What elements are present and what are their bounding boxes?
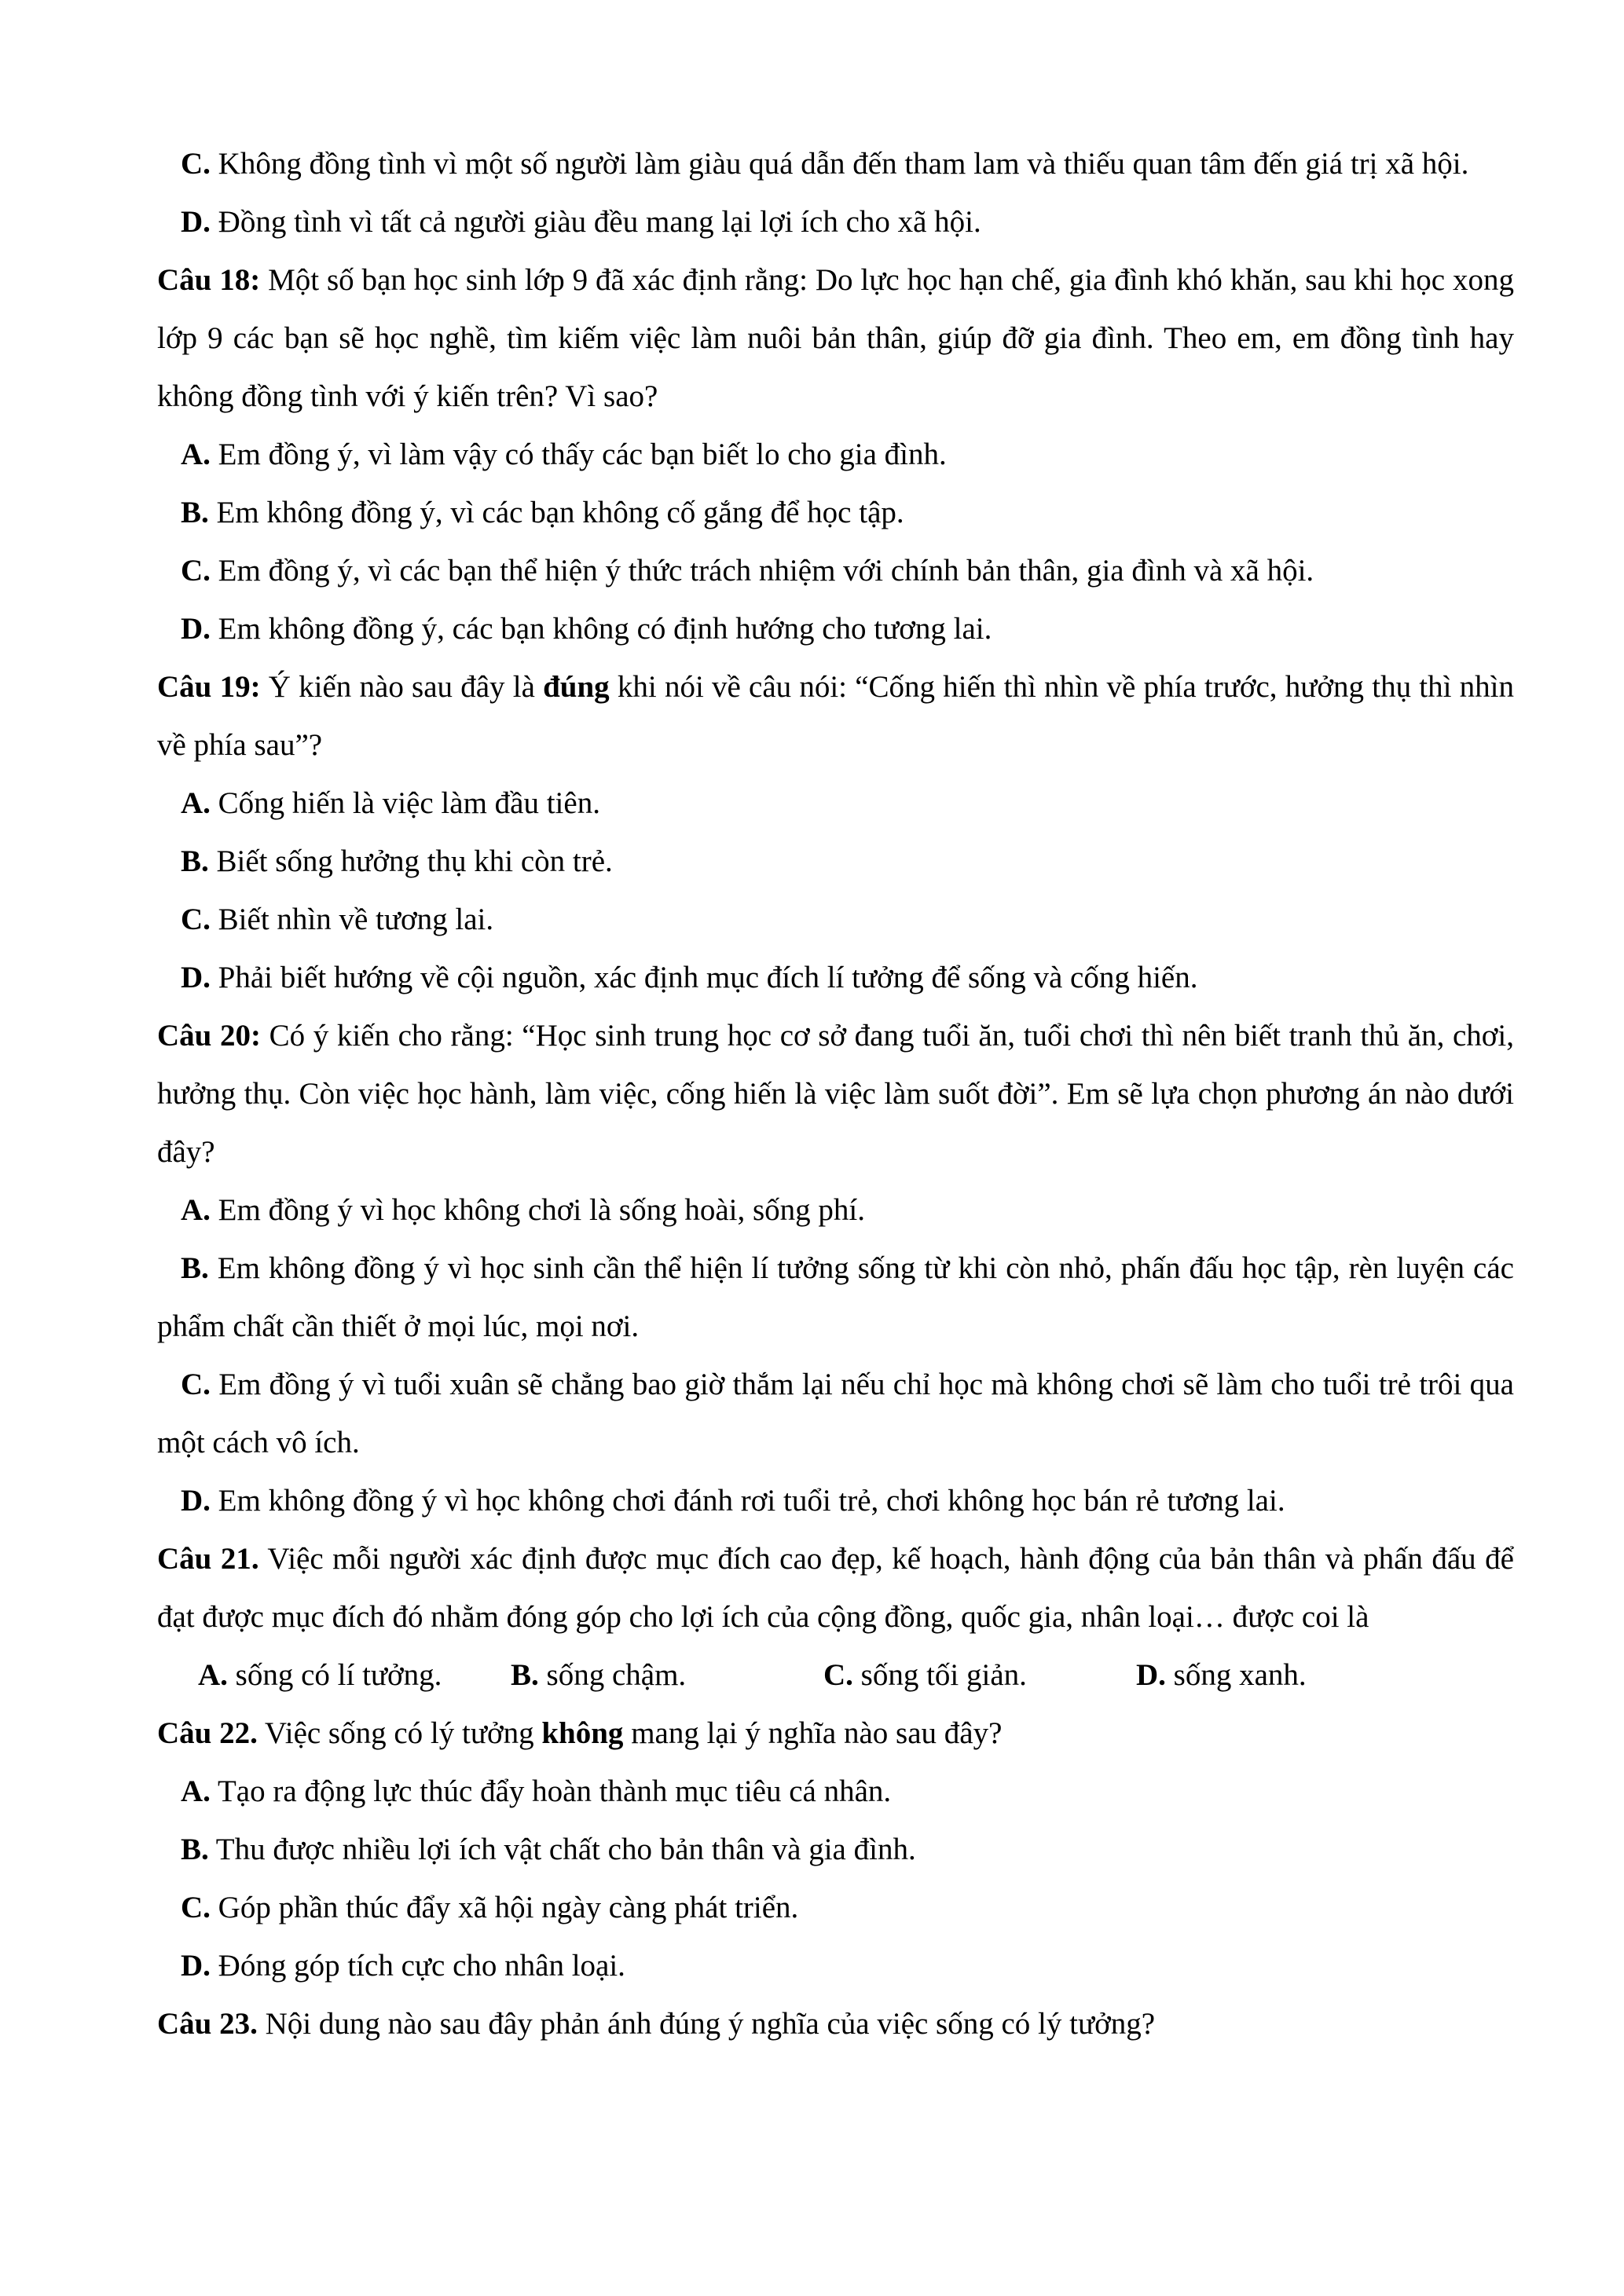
text-segment: Em không đồng ý, các bạn không có định hướng cho tương lai. xyxy=(210,612,992,646)
option-letter: C. xyxy=(823,1658,853,1692)
option-paragraph xyxy=(157,1240,1514,1356)
text-segment: khi nói về câu nói: “Cống hiến thì nhìn về phía trước, hưởng thụ thì nhìn về phía sau”? xyxy=(157,670,1515,762)
bold-text-segment: C. xyxy=(181,147,211,181)
document-body xyxy=(157,135,1514,2053)
text-segment: Em đồng ý, vì các bạn thể hiện ý thức trách nhiệm với chính bản thân, gia đình và xã hội. xyxy=(210,554,1314,588)
option-paragraph xyxy=(157,949,1514,1007)
answer-options-row xyxy=(157,1646,1514,1705)
option-paragraph xyxy=(157,833,1514,891)
option-paragraph xyxy=(157,1356,1514,1472)
text-segment: Biết nhìn về tương lai. xyxy=(210,903,494,936)
text-segment: Em không đồng ý, vì các bạn không cố gắng để học tập. xyxy=(208,496,904,529)
bold-text-segment: D. xyxy=(181,961,211,994)
option-paragraph xyxy=(157,1181,1514,1240)
text-segment: Nội dung nào sau đây phản ánh đúng ý nghĩa của việc sống có lý tưởng? xyxy=(257,2007,1156,2041)
bold-text-segment: Câu 23. xyxy=(157,2007,258,2041)
bold-text-segment: Câu 20: xyxy=(157,1019,261,1053)
bold-text-segment: A. xyxy=(181,1193,211,1227)
option-letter: B. xyxy=(511,1658,539,1692)
option-letter: A. xyxy=(198,1658,228,1692)
text-segment: Thu được nhiều lợi ích vật chất cho bản thân và gia đình. xyxy=(208,1833,916,1866)
bold-text-segment: D. xyxy=(181,1949,211,1983)
bold-text-segment: C. xyxy=(181,554,211,588)
option-paragraph xyxy=(157,426,1514,484)
option-paragraph xyxy=(157,1937,1514,1995)
option-paragraph xyxy=(157,193,1514,251)
option-paragraph xyxy=(157,1472,1514,1530)
bold-text-segment: C. xyxy=(181,1891,211,1924)
option-text: sống tối giản. xyxy=(852,1658,1027,1692)
text-segment: Em đồng ý vì học không chơi là sống hoài, sống phí. xyxy=(210,1193,865,1227)
option-letter: D. xyxy=(1136,1658,1166,1692)
text-segment: Phải biết hướng về cội nguồn, xác định mục đích lí tưởng để sống và cống hiến. xyxy=(210,961,1198,994)
bold-text-segment: D. xyxy=(181,1484,211,1518)
option-text: sống xanh. xyxy=(1165,1658,1307,1692)
text-segment: Em đồng ý vì tuổi xuân sẽ chẳng bao giờ thắm lại nếu chỉ học mà không chơi sẽ làm cho tuổi trẻ trôi qua một cách vô ích. xyxy=(157,1368,1514,1459)
bold-text-segment: không xyxy=(541,1716,624,1750)
bold-text-segment: C. xyxy=(181,903,211,936)
text-segment: Em không đồng ý vì học sinh cần thể hiện lí tưởng sống từ khi còn nhỏ, phấn đấu học tập, rèn luyện các phẩm chất cần thiết ở mọi lúc, mọi nơi. xyxy=(157,1251,1514,1343)
question-paragraph xyxy=(157,658,1514,774)
text-segment: Việc mỗi người xác định được mục đích cao đẹp, kế hoạch, hành động của bản thân và phấn đấu để đạt được mục đích đó nhằm đóng góp cho lợi ích của cộng đồng, quốc gia, nhân loại… được coi là xyxy=(157,1542,1514,1634)
bold-text-segment: B. xyxy=(181,1833,209,1866)
question-paragraph xyxy=(157,1007,1514,1181)
bold-text-segment: Câu 18: xyxy=(157,263,261,297)
answer-option xyxy=(1136,1646,1307,1705)
bold-text-segment: Câu 21. xyxy=(157,1542,259,1576)
text-segment: Không đồng tình vì một số người làm giàu quá dẫn đến tham lam và thiếu quan tâm đến giá trị xã hội. xyxy=(210,147,1469,181)
question-paragraph xyxy=(157,1530,1514,1646)
bold-text-segment: C. xyxy=(181,1368,211,1401)
bold-text-segment: A. xyxy=(181,438,211,471)
bold-text-segment: B. xyxy=(181,844,209,878)
option-text: sống chậm. xyxy=(538,1658,687,1692)
option-paragraph xyxy=(157,1879,1514,1937)
option-paragraph xyxy=(157,135,1514,193)
answer-option xyxy=(198,1646,511,1705)
answer-option xyxy=(511,1646,823,1705)
question-paragraph xyxy=(157,251,1514,426)
text-segment: Em đồng ý, vì làm vậy có thấy các bạn biết lo cho gia đình. xyxy=(210,438,947,471)
bold-text-segment: đúng xyxy=(543,670,610,704)
bold-text-segment: D. xyxy=(181,612,211,646)
text-segment: Đồng tình vì tất cả người giàu đều mang lại lợi ích cho xã hội. xyxy=(210,205,981,239)
option-paragraph xyxy=(157,891,1514,949)
option-paragraph xyxy=(157,774,1514,833)
option-paragraph xyxy=(157,600,1514,658)
bold-text-segment: A. xyxy=(181,786,211,820)
bold-text-segment: D. xyxy=(181,205,211,239)
option-paragraph xyxy=(157,542,1514,600)
text-segment: Việc sống có lý tưởng xyxy=(257,1716,542,1750)
text-segment: Có ý kiến cho rằng: “Học sinh trung học cơ sở đang tuổi ăn, tuổi chơi thì nên biết tranh thủ ăn, chơi, hưởng thụ. Còn việc học hành, làm việc, cống hiến là việc làm suốt đời”. Em sẽ lựa chọn phương án nào dưới đây? xyxy=(157,1019,1514,1169)
text-segment: Biết sống hưởng thụ khi còn trẻ. xyxy=(208,844,613,878)
option-text: sống có lí tưởng. xyxy=(227,1658,442,1692)
option-paragraph xyxy=(157,1821,1514,1879)
bold-text-segment: Câu 19: xyxy=(157,670,261,704)
text-segment: Em không đồng ý vì học không chơi đánh rơi tuổi trẻ, chơi không học bán rẻ tương lai. xyxy=(210,1484,1285,1518)
option-paragraph xyxy=(157,484,1514,542)
bold-text-segment: Câu 22. xyxy=(157,1716,258,1750)
bold-text-segment: A. xyxy=(181,1774,211,1808)
text-segment: Góp phần thúc đẩy xã hội ngày càng phát triển. xyxy=(210,1891,799,1924)
text-segment: Cống hiến là việc làm đầu tiên. xyxy=(210,786,600,820)
text-segment: Một số bạn học sinh lớp 9 đã xác định rằng: Do lực học hạn chế, gia đình khó khăn, sau khi học xong lớp 9 các bạn sẽ học nghề, tìm kiếm việc làm nuôi bản thân, giúp đỡ gia đình. Theo em, em đồng tình hay không đồng tình với ý kiến trên? Vì sao? xyxy=(157,263,1514,413)
text-segment: Tạo ra động lực thúc đẩy hoàn thành mục tiêu cá nhân. xyxy=(210,1774,892,1808)
question-paragraph xyxy=(157,1995,1514,2053)
bold-text-segment: B. xyxy=(181,496,209,529)
text-segment: Đóng góp tích cực cho nhân loại. xyxy=(210,1949,625,1983)
option-paragraph xyxy=(157,1763,1514,1821)
text-segment: mang lại ý nghĩa nào sau đây? xyxy=(623,1716,1003,1750)
text-segment: Ý kiến nào sau đây là xyxy=(260,670,544,704)
bold-text-segment: B. xyxy=(181,1251,209,1285)
answer-option xyxy=(823,1646,1136,1705)
question-paragraph xyxy=(157,1705,1514,1763)
